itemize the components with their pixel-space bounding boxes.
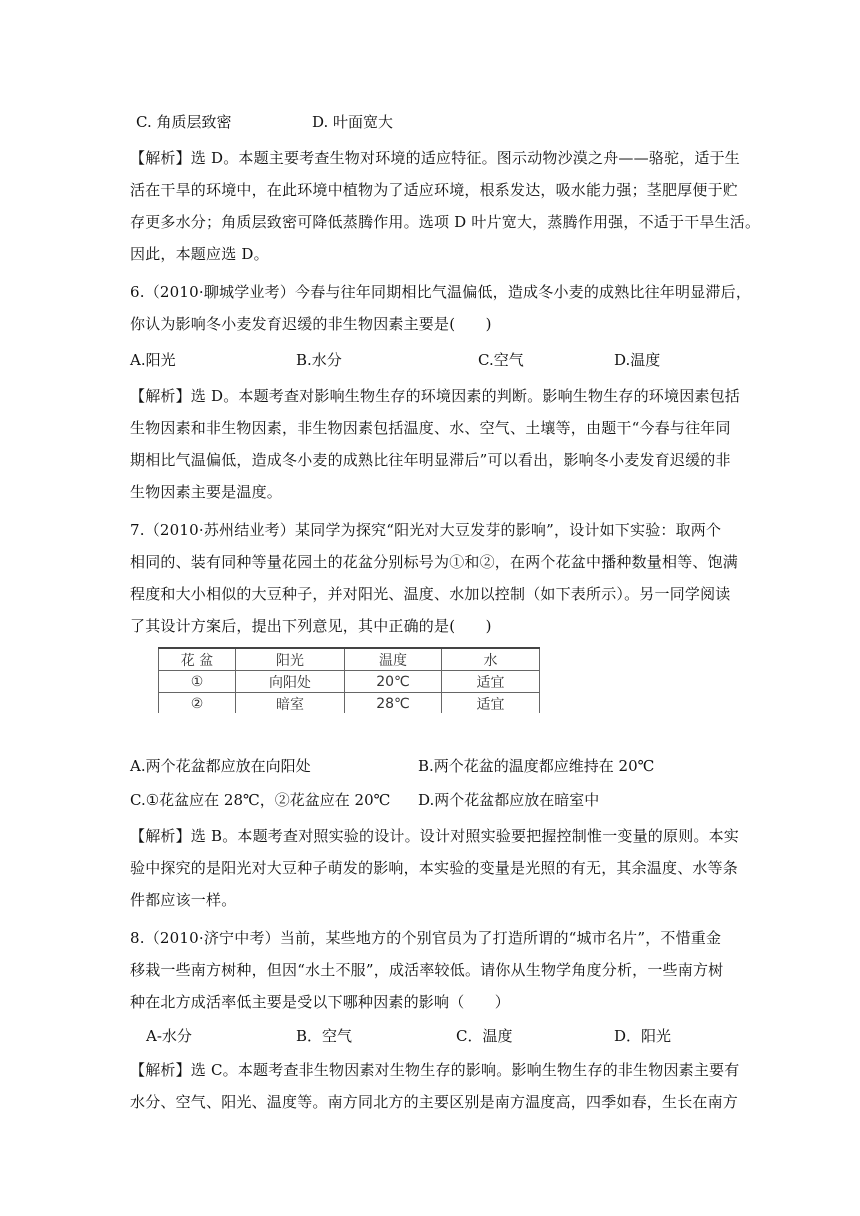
- q5-option-d: D. 叶面宽大: [312, 113, 394, 131]
- q7-option-a: A.两个花盆都应放在向阳处: [130, 757, 311, 775]
- q7-stem-line: 程度和大小相似的大豆种子，并对阳光、温度、水加以控制（如下表所示）。另一同学阅读: [130, 585, 731, 603]
- q6-analysis-line: 生物因素主要是温度。: [130, 483, 283, 501]
- table-cell: 28℃: [345, 693, 442, 714]
- q8-stem-line: 8.（2010·济宁中考）当前，某些地方的个别官员为了打造所谓的“城市名片”，不惜重金: [130, 929, 722, 947]
- table-header-cell: 水: [442, 648, 540, 671]
- q7-option-d: D.两个花盆都应放在暗室中: [418, 791, 600, 809]
- q8-option-b: B．空气: [296, 1027, 353, 1045]
- q7-stem-line: 7.（2010·苏州结业考）某同学为探究“阳光对大豆发芽的影响”，设计如下实验：取两个: [130, 521, 722, 539]
- table-cell: 暗室: [236, 693, 345, 714]
- table-header-row: [159, 648, 540, 671]
- q6-option-c: C.空气: [478, 351, 524, 369]
- q5-analysis-line: 活在干旱的环境中，在此环境中植物为了适应环境，根系发达，吸水能力强；茎肥厚便于贮: [130, 181, 739, 199]
- q5-analysis-line: 存更多水分；角质层致密可降低蒸腾作用。选项 D 叶片宽大，蒸腾作用强，不适于干旱生活。: [130, 213, 761, 231]
- table-cell: 向阳处: [236, 671, 345, 693]
- table-row: [159, 671, 540, 693]
- table-row: [159, 693, 540, 714]
- q7-analysis-line: 【解析】选 B。本题考查对照实验的设计。设计对照实验要把握控制惟一变量的原则。本实: [130, 827, 739, 845]
- q8-option-c: C．温度: [456, 1027, 513, 1045]
- table-cell: 20℃: [345, 671, 442, 693]
- q8-option-a: A-水分: [146, 1027, 192, 1045]
- q7-analysis-line: 件都应该一样。: [130, 891, 237, 909]
- table-header-cell: 阳光: [236, 648, 345, 671]
- q6-stem-line: 6.（2010·聊城学业考）今春与往年同期相比气温偏低，造成冬小麦的成熟比往年明显滞后，: [130, 283, 752, 301]
- q6-analysis-line: 生物因素和非生物因素，非生物因素包括温度、水、空气、土壤等，由题干“今春与往年同: [130, 419, 731, 437]
- q7-analysis-line: 验中探究的是阳光对大豆种子萌发的影响，本实验的变量是光照的有无，其余温度、水等条: [130, 859, 739, 877]
- q6-analysis-line: 【解析】选 D。本题考查对影响生物生存的环境因素的判断。影响生物生存的环境因素包括: [130, 387, 740, 405]
- q8-analysis-line: 水分、空气、阳光、温度等。南方同北方的主要区别是南方温度高，四季如春，生长在南方: [130, 1093, 739, 1111]
- q7-stem-line: 相同的、装有同种等量花园土的花盆分别标号为①和②，在两个花盆中播种数量相等、饱满: [130, 553, 739, 571]
- q6-stem-line: 你认为影响冬小麦发育迟缓的非生物因素主要是( ): [130, 315, 492, 333]
- q5-analysis-line: 因此，本题应选 D。: [130, 245, 269, 263]
- q8-option-d: D．阳光: [614, 1027, 672, 1045]
- table-cell: ②: [159, 693, 236, 714]
- table-header-cell: 温度: [345, 648, 442, 671]
- q8-stem-line: 移栽一些南方树种，但因“水土不服”，成活率较低。请你从生物学角度分析，一些南方树: [130, 961, 724, 979]
- table-cell: 适宜: [442, 671, 540, 693]
- table-cell: 适宜: [442, 693, 540, 714]
- q6-option-b: B.水分: [296, 351, 342, 369]
- q6-option-a: A.阳光: [130, 351, 176, 369]
- q7-stem-line: 了其设计方案后，提出下列意见，其中正确的是( ): [130, 617, 492, 635]
- q5-analysis-line: 【解析】选 D。本题主要考查生物对环境的适应特征。图示动物沙漠之舟——骆驼，适于生: [130, 149, 740, 167]
- table-header-cell: 花 盆: [159, 648, 236, 671]
- q5-option-c: C. 角质层致密: [136, 113, 232, 131]
- q7-option-c: C.①花盆应在 28℃，②花盆应在 20℃: [130, 791, 391, 809]
- q6-analysis-line: 期相比气温偏低，造成冬小麦的成熟比往年明显滞后”可以看出，影响冬小麦发育迟缓的非: [130, 451, 731, 469]
- q7-option-b: B.两个花盆的温度都应维持在 20℃: [418, 757, 655, 775]
- q8-analysis-line: 【解析】选 C。本题考查非生物因素对生物生存的影响。影响生物生存的非生物因素主要有: [130, 1061, 740, 1079]
- q8-stem-line: 种在北方成活率低主要是受以下哪种因素的影响（ ）: [130, 993, 511, 1011]
- q6-option-d: D.温度: [614, 351, 661, 369]
- table-cell: ①: [159, 671, 236, 693]
- experiment-table: [158, 647, 540, 713]
